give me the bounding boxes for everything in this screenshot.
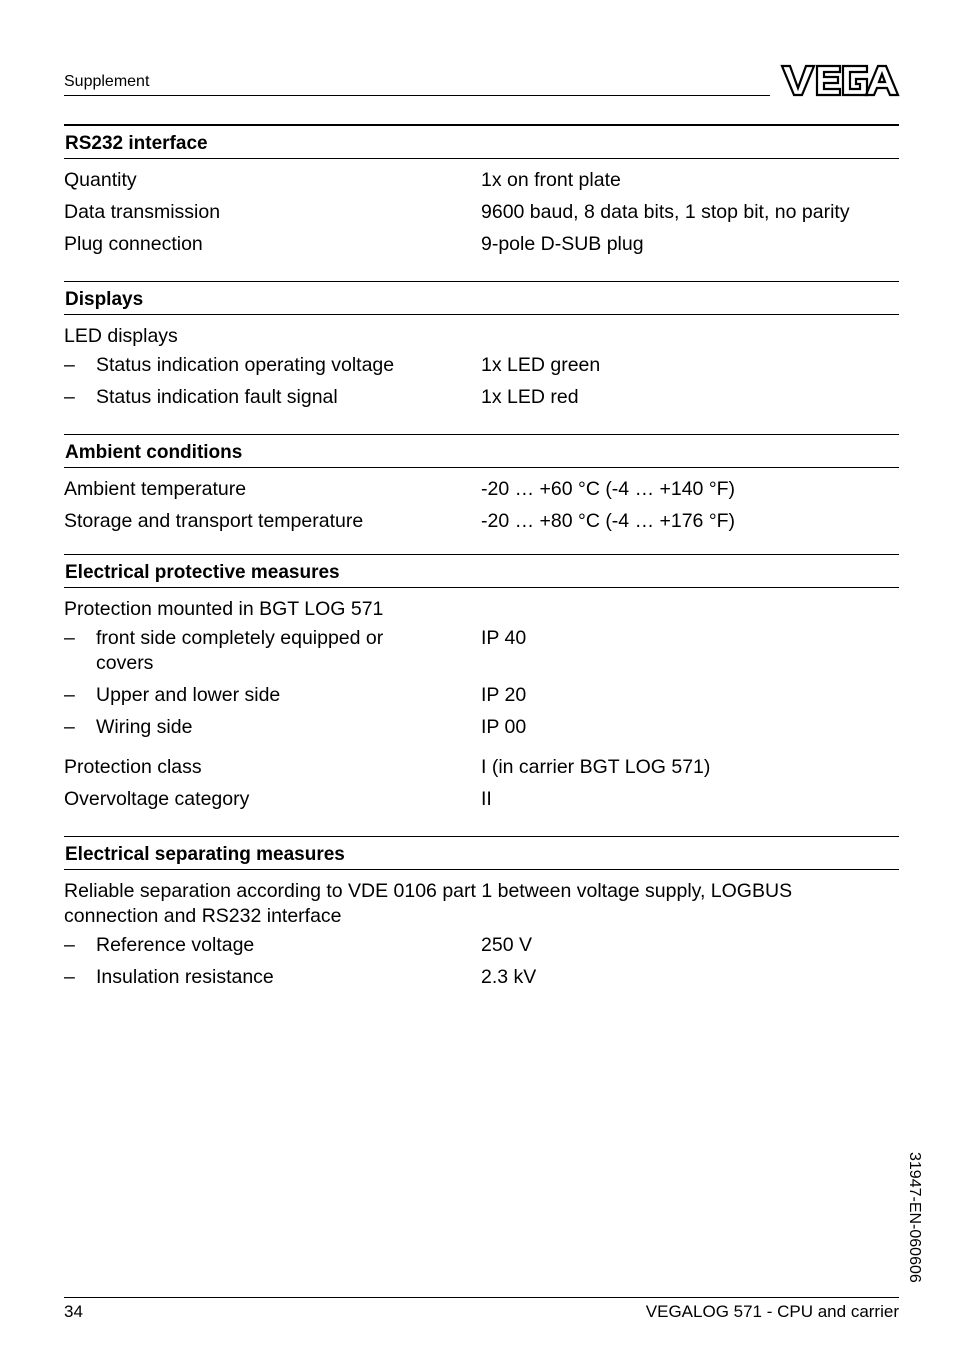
section-title: Electrical protective measures bbox=[64, 555, 899, 588]
vega-logo bbox=[780, 62, 900, 98]
spec-row bbox=[64, 350, 899, 382]
spec-row bbox=[64, 962, 899, 994]
spec-label: Overvoltage category bbox=[64, 788, 250, 810]
spec-value: 1x on front plate bbox=[481, 169, 621, 191]
spec-value: II bbox=[481, 788, 492, 810]
spec-value: 1x LED red bbox=[481, 386, 579, 408]
spec-intro: Protection mounted in BGT LOG 571 bbox=[64, 598, 384, 620]
spec-row bbox=[64, 229, 899, 261]
section-protective bbox=[64, 554, 899, 836]
dash-bullet: – bbox=[64, 716, 75, 738]
page-number: 34 bbox=[64, 1302, 83, 1321]
spec-label: Status indication operating voltage bbox=[96, 354, 395, 376]
section-title: Displays bbox=[64, 282, 899, 315]
spec-value: -20 … +80 °C (-4 … +176 °F) bbox=[481, 510, 736, 532]
spec-label: Insulation resistance bbox=[96, 966, 274, 988]
running-header: Supplement bbox=[64, 73, 150, 90]
spec-intro: LED displays bbox=[64, 325, 178, 347]
section-title: Ambient conditions bbox=[64, 435, 899, 468]
spec-row bbox=[64, 712, 899, 744]
spec-row bbox=[64, 784, 899, 816]
spec-row bbox=[64, 930, 899, 962]
dash-bullet: – bbox=[64, 934, 75, 956]
spec-label: Storage and transport temperature bbox=[64, 510, 364, 532]
spec-label: Wiring side bbox=[96, 716, 193, 738]
spec-value: -20 … +60 °C (-4 … +140 °F) bbox=[481, 478, 736, 500]
section-separating bbox=[64, 836, 899, 1014]
spec-label: Status indication fault signal bbox=[96, 386, 338, 408]
dash-bullet: – bbox=[64, 627, 75, 649]
spec-label: Reference voltage bbox=[96, 934, 255, 956]
spec-value: 2.3 kV bbox=[481, 966, 537, 988]
dash-bullet: – bbox=[64, 684, 75, 706]
spec-value: 9-pole D-SUB plug bbox=[481, 233, 644, 255]
vega-logo-graphic bbox=[780, 62, 900, 98]
spec-row bbox=[64, 680, 899, 712]
spec-label: Ambient temperature bbox=[64, 478, 247, 500]
section-title: Electrical separating measures bbox=[64, 837, 899, 870]
spec-row bbox=[64, 752, 899, 784]
spec-row bbox=[64, 197, 899, 229]
spec-label: Quantity bbox=[64, 169, 137, 191]
spec-value: 9600 baud, 8 data bits, 1 stop bit, no parity bbox=[481, 201, 850, 223]
spec-row bbox=[64, 165, 899, 197]
dash-bullet: – bbox=[64, 354, 75, 376]
spec-row bbox=[64, 382, 899, 414]
section-title: RS232 interface bbox=[64, 126, 899, 159]
technical-data bbox=[64, 124, 899, 1014]
spec-value: I (in carrier BGT LOG 571) bbox=[481, 756, 711, 778]
spec-value: 250 V bbox=[481, 934, 532, 956]
spec-row bbox=[64, 623, 899, 680]
spec-label: Plug connection bbox=[64, 233, 203, 255]
footer-title: VEGALOG 571 - CPU and carrier bbox=[645, 1302, 899, 1321]
spec-intro: Reliable separation according to VDE 0106 part 1 between voltage supply, LOGBUS connection and RS232 interface bbox=[64, 880, 793, 927]
document-code: 31947-EN-060606 bbox=[906, 1152, 923, 1283]
spec-row bbox=[64, 474, 899, 506]
spec-value: IP 40 bbox=[481, 627, 527, 649]
spec-label: Data transmission bbox=[64, 201, 221, 223]
spec-label: Protection class bbox=[64, 756, 202, 778]
spec-label: front side completely equipped or covers bbox=[96, 627, 384, 674]
spec-value: 1x LED green bbox=[481, 354, 601, 376]
dash-bullet: – bbox=[64, 386, 75, 408]
spec-row bbox=[64, 506, 899, 538]
section-displays bbox=[64, 281, 899, 434]
dash-bullet: – bbox=[64, 966, 75, 988]
spec-label: Upper and lower side bbox=[96, 684, 281, 706]
header-rule bbox=[64, 95, 770, 96]
spec-value: IP 00 bbox=[481, 716, 527, 738]
spec-value: IP 20 bbox=[481, 684, 527, 706]
section-ambient bbox=[64, 434, 899, 554]
section-rs232 bbox=[64, 124, 899, 281]
footer-rule bbox=[64, 1297, 899, 1298]
